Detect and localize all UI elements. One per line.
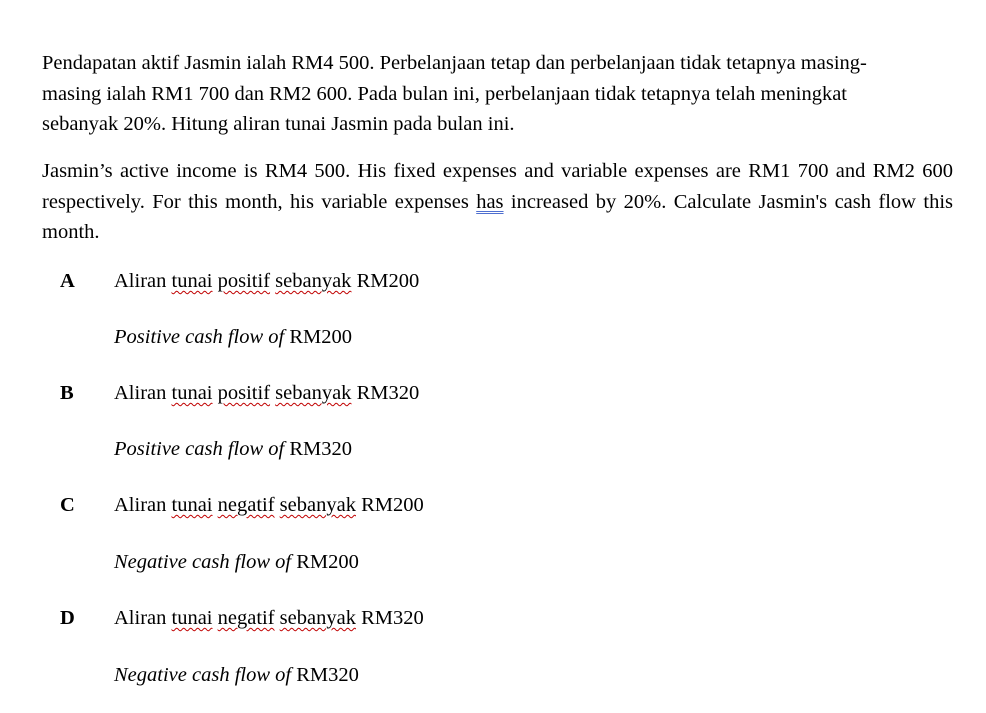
option-c-malay-prefix: Aliran: [114, 494, 167, 516]
option-a-malay: [114, 266, 419, 296]
option-a-english-text: Positive cash flow of: [114, 326, 285, 348]
option-d-malay: [114, 603, 424, 633]
question-english-part1: Jasmin’s active income is RM4 500. His fixed expenses and variable expenses are RM1 700 and RM2 600 respectively. For this month, his variable expenses: [42, 160, 953, 213]
option-b-malay-prefix: Aliran: [114, 382, 167, 404]
question-english: [42, 156, 953, 248]
option-a-malay-prefix: Aliran: [114, 270, 167, 292]
option-a-letter: A: [60, 270, 75, 292]
option-d-english: [114, 660, 359, 690]
option-a-malay-word2: positif: [217, 270, 271, 292]
option-a-malay-amount: RM200: [356, 270, 420, 292]
option-d-malay-word3: sebanyak: [279, 607, 356, 629]
option-c-letter: C: [60, 494, 75, 516]
option-b-malay-amount: RM320: [356, 382, 420, 404]
option-c-english-amount: RM200: [296, 551, 359, 573]
option-c-malay-amount: RM200: [361, 494, 424, 516]
option-b-letter: B: [60, 382, 74, 404]
option-b-english-amount: RM320: [289, 438, 353, 460]
option-b-english: [114, 434, 352, 464]
option-d-malay-word1: tunai: [171, 607, 213, 629]
grammar-flagged-word: has: [476, 190, 504, 213]
option-a-english: [114, 322, 352, 352]
option-b-malay-word1: tunai: [171, 382, 213, 404]
option-c-malay-word3: sebanyak: [279, 494, 356, 516]
option-d-english-amount: RM320: [296, 664, 359, 686]
option-b-malay-word2: positif: [217, 382, 271, 404]
option-d-letter: D: [60, 607, 75, 629]
option-c-english-text: Negative cash flow of: [114, 551, 292, 573]
question-malay-line3: sebanyak 20%. Hitung aliran tunai Jasmin pada bulan ini.: [42, 113, 515, 135]
question-english-part2: increased by 20%. Calculate Jasmin's cash flow this month.: [42, 190, 953, 243]
option-a-english-amount: RM200: [289, 326, 353, 348]
option-d-malay-prefix: Aliran: [114, 607, 167, 629]
question-malay: [42, 48, 953, 140]
option-b-malay-word3: sebanyak: [275, 382, 352, 404]
option-c-english: [114, 547, 359, 577]
question-malay-line1: Pendapatan aktif Jasmin ialah RM4 500. Perbelanjaan tetap dan perbelanjaan tidak tetapnya masing-: [42, 52, 867, 74]
option-c-malay-word2: negatif: [217, 494, 275, 516]
option-c-malay-word1: tunai: [171, 494, 213, 516]
option-b-malay: [114, 378, 419, 408]
option-d-malay-word2: negatif: [217, 607, 275, 629]
option-a-malay-word1: tunai: [171, 270, 213, 292]
option-d-malay-amount: RM320: [361, 607, 424, 629]
option-c-malay: [114, 490, 424, 520]
option-d-english-text: Negative cash flow of: [114, 664, 292, 686]
option-b-english-text: Positive cash flow of: [114, 438, 285, 460]
option-a-malay-word3: sebanyak: [275, 270, 352, 292]
question-malay-line2: masing ialah RM1 700 dan RM2 600. Pada bulan ini, perbelanjaan tidak tetapnya telah meningkat: [42, 82, 848, 105]
